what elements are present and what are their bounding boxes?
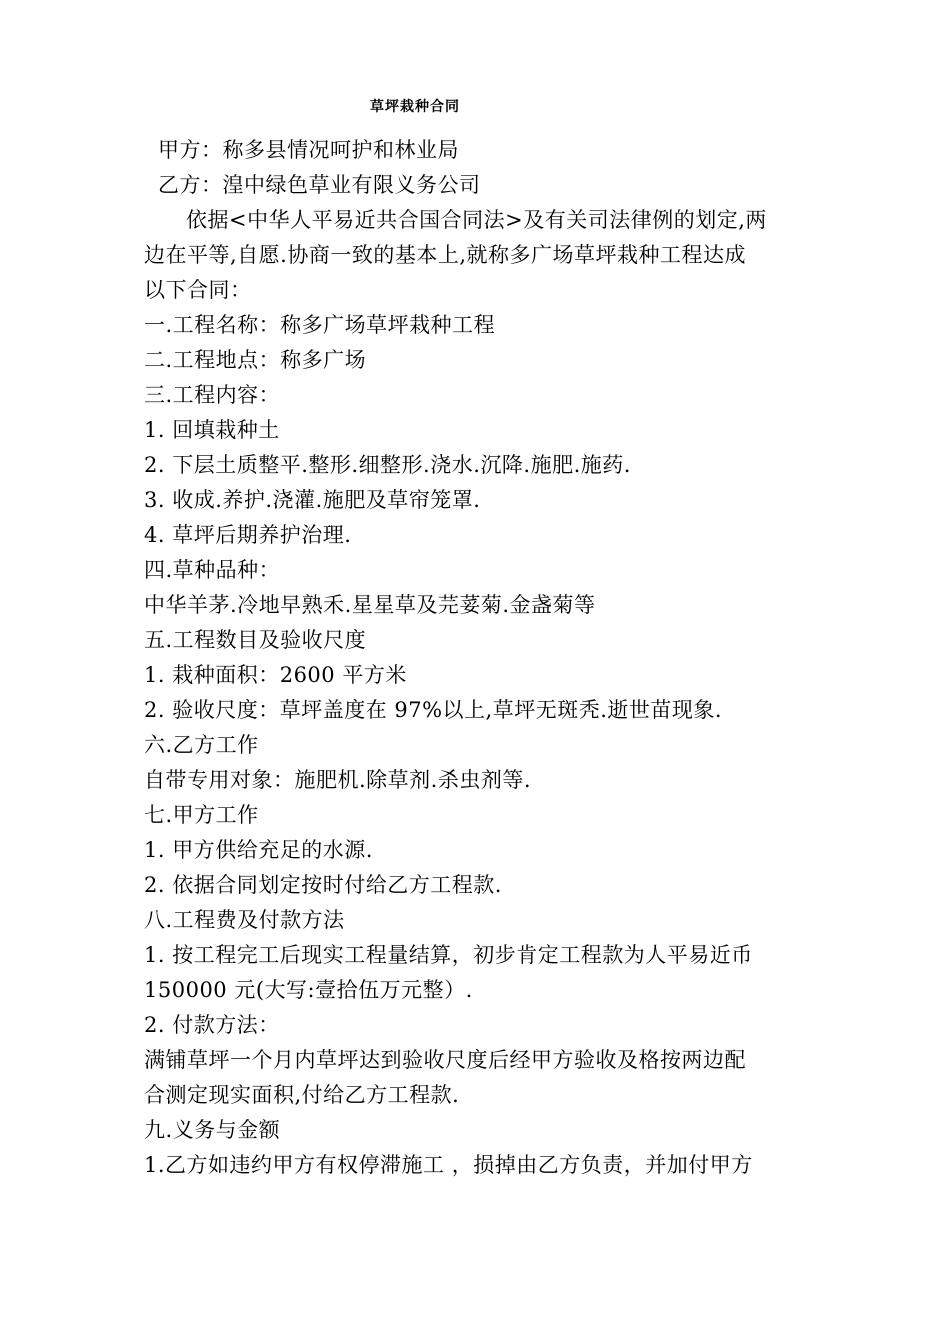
section-heading-8: 八.工程费及付款方法 xyxy=(144,908,345,932)
list-item: 1. 栽种面积：2600 平方米 xyxy=(144,663,407,687)
paragraph-line: 合测定现实面积,付给乙方工程款. xyxy=(144,1083,460,1107)
list-item: 1. 甲方供给充足的水源. xyxy=(144,838,373,862)
paragraph-line: 中华羊茅.冷地早熟禾.星星草及芫荽菊.金盏菊等 xyxy=(144,593,596,617)
preamble-line-3: 以下合同： xyxy=(144,278,252,302)
list-item: 2. 依据合同划定按时付给乙方工程款. xyxy=(144,873,502,897)
list-item: 2. 付款方法： xyxy=(144,1013,280,1037)
section-heading-2: 二.工程地点：称多广场 xyxy=(144,348,367,372)
list-item: 1.乙方如违约甲方有权停滞施工 ，损掉由乙方负责，并加付甲方 xyxy=(144,1153,753,1177)
section-heading-9: 九.义务与金额 xyxy=(144,1118,281,1142)
section-heading-3: 三.工程内容： xyxy=(144,383,281,407)
section-heading-4: 四.草种品种： xyxy=(144,558,281,582)
paragraph-line: 满铺草坪一个月内草坪达到验收尺度后经甲方验收及格按两边配 xyxy=(144,1048,746,1072)
list-item: 4. 草坪后期养护治理. xyxy=(144,523,352,547)
list-item: 3. 收成.养护.浇灌.施肥及草帘笼罩. xyxy=(144,488,481,512)
party-a-line: 甲方：称多县情况呵护和林业局 xyxy=(158,138,459,162)
list-item: 1. 回填栽种土 xyxy=(144,418,280,442)
section-heading-5: 五.工程数目及验收尺度 xyxy=(144,628,367,652)
list-item: 2. 验收尺度：草坪盖度在 97%以上,草坪无斑秃.逝世苗现象. xyxy=(144,698,723,722)
section-heading-7: 七.甲方工作 xyxy=(144,803,259,827)
party-b-line: 乙方：湟中绿色草业有限义务公司 xyxy=(158,173,481,197)
section-heading-1: 一.工程名称：称多广场草坪栽种工程 xyxy=(144,313,496,337)
preamble-line-2: 边在平等,自愿.协商一致的基本上,就称多广场草坪栽种工程达成 xyxy=(144,243,747,267)
document-title: 草坪栽种合同 xyxy=(370,99,460,115)
list-item: 1. 按工程完工后现实工程量结算，初步肯定工程款为人平易近币 xyxy=(144,943,753,967)
preamble-line-1: 依据<中华人平易近共合国合同法>及有关司法律例的划定,两 xyxy=(186,208,767,232)
paragraph-line: 自带专用对象：施肥机.除草剂.杀虫剂等. xyxy=(144,768,532,792)
section-heading-6: 六.乙方工作 xyxy=(144,733,259,757)
paragraph-line: 150000 元(大写:壹拾伍万元整）. xyxy=(144,978,473,1002)
list-item: 2. 下层土质整平.整形.细整形.浇水.沉降.施肥.施药. xyxy=(144,453,631,477)
